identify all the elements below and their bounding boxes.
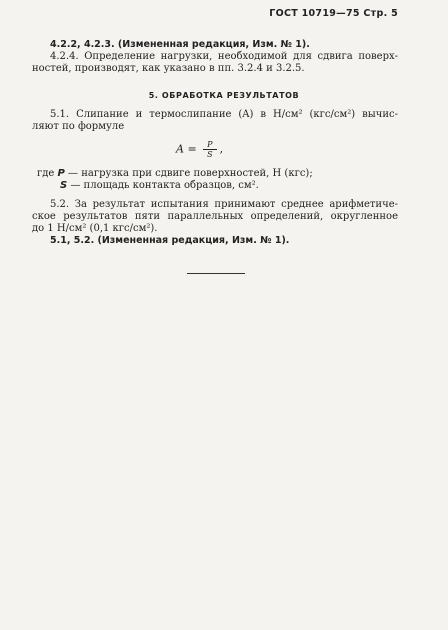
legend-s-symbol: S [60, 180, 68, 191]
formula-fraction [203, 140, 216, 159]
formula [176, 140, 223, 159]
clause-5-2-line-2: ское результатов пяти параллельных определений, округленное [32, 211, 398, 222]
formula-denominator: S [207, 150, 213, 159]
legend-p-symbol: P [57, 168, 65, 179]
amendment-note-4-2-2: 4.2.2, 4.2.3. (Измененная редакция, Изм. № 1). [50, 39, 310, 50]
clause-5-2-line-1: 5.2. За результат испытания принимают среднее арифметиче- [50, 199, 398, 210]
formula-equals: = [187, 142, 197, 156]
legend-p-prefix: где [37, 168, 58, 179]
legend-s [60, 180, 259, 192]
legend-s-text: — площадь контакта образцов, см². [67, 180, 259, 191]
clause-4-2-4-line-1: 4.2.4. Определение нагрузки, необходимой для сдвига поверх- [50, 51, 398, 62]
formula-numerator: P [203, 140, 216, 150]
formula-tail: , [219, 142, 224, 156]
end-rule [187, 273, 245, 274]
clause-4-2-4-line-2: ностей, производят, как указано в пп. 3.2.4 и 3.2.5. [32, 63, 305, 74]
clause-5-1-line-1: 5.1. Слипание и термослипание (A) в Н/см² (кгс/см²) вычис- [50, 109, 398, 120]
formula-lhs: A [176, 142, 184, 156]
clause-5-1-line-2: ляют по формуле [32, 121, 125, 132]
page-header: ГОСТ 10719—75 Стр. 5 [269, 8, 398, 19]
amendment-note-5: 5.1, 5.2. (Измененная редакция, Изм. № 1). [50, 235, 290, 246]
legend-p [37, 168, 313, 180]
section-title: 5. ОБРАБОТКА РЕЗУЛЬТАТОВ [148, 91, 300, 100]
clause-5-2-line-3: до 1 Н/см² (0,1 кгс/см²). [32, 223, 158, 234]
legend-p-text: — нагрузка при сдвиге поверхностей, Н (кгс); [64, 168, 313, 179]
